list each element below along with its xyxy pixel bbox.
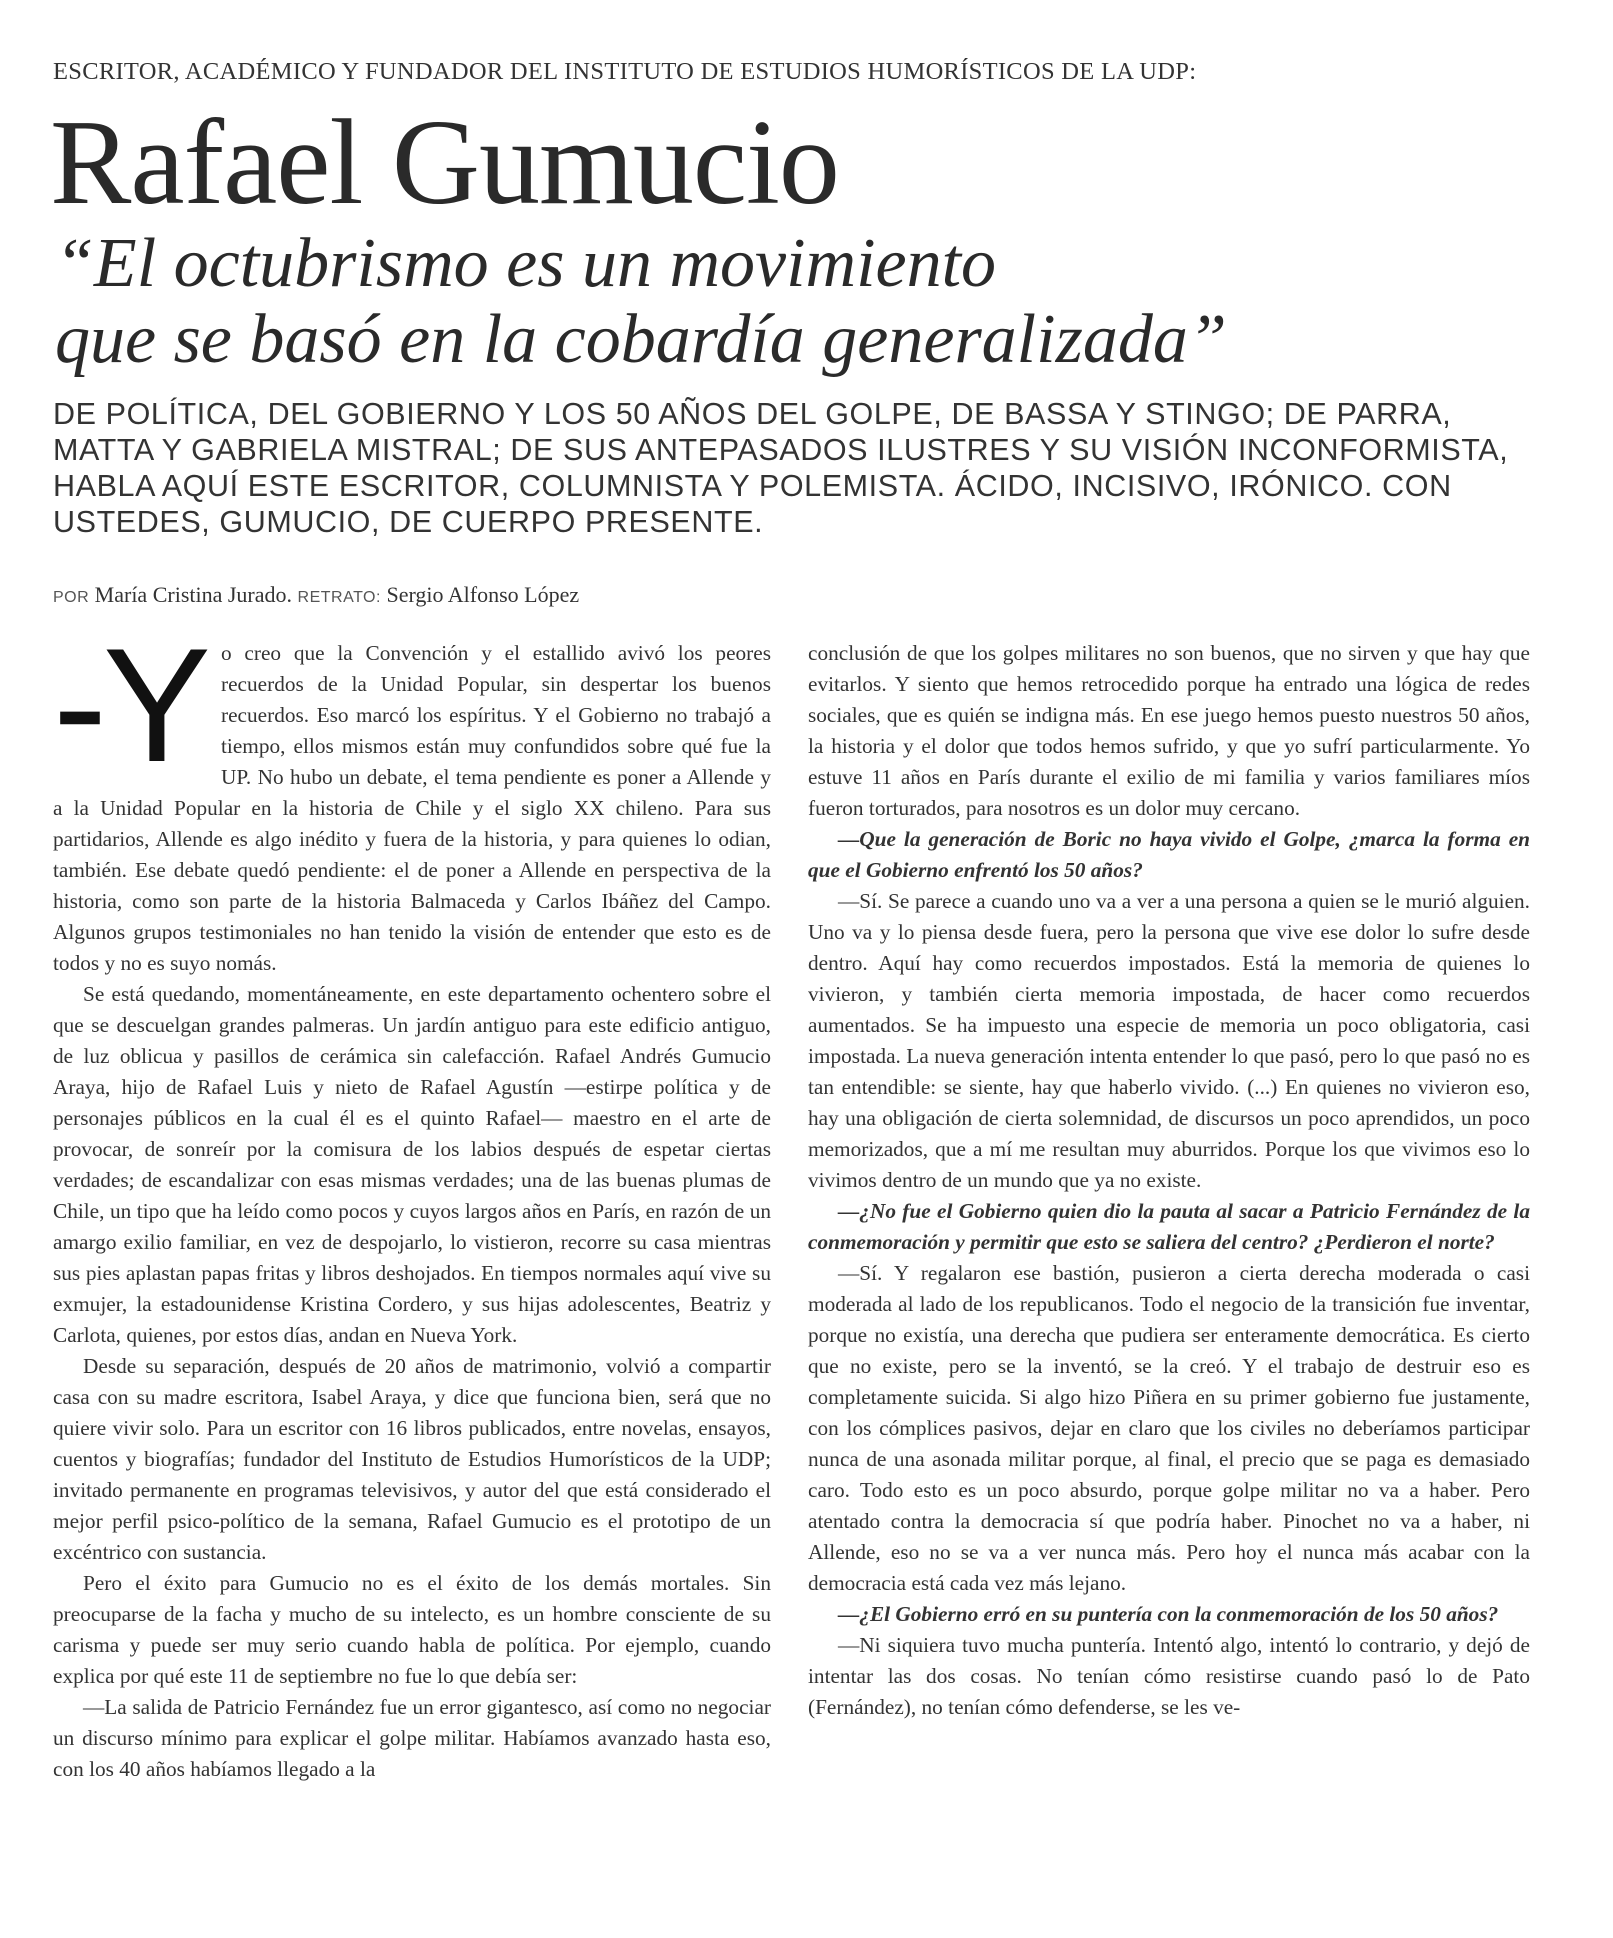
headline-quote [55, 226, 1227, 378]
by-label: POR [53, 589, 90, 606]
paragraph-text: o creo que la Convención y el estallido avivó los peores recuerdos de la Unidad Popular, sin despertar los buenos recuerdos. Eso marcó los espíritus. Y el Gobierno no trabajó a tiempo, ellos mismos están muy confundidos sobre qué fue la UP. No hubo un debate, el tema pendiente es poner a Allende y a la Unidad Popular en la historia de Chile y el siglo XX chileno. Para sus partidarios, Allende es algo inédito y fuera de la historia, y para quienes lo odian, también. Ese debate quedó pendiente: el de poner a Allende en perspectiva de la historia, como son parte de la historia Balmaceda y Carlos Ibáñez del Campo. Algunos grupos testimoniales no han tenido la visión de entender que esto es de todos y no es suyo nomás. [53, 641, 771, 975]
paragraph: Desde su separación, después de 20 años de matrimonio, volvió a compartir casa con su madre escritora, Isabel Araya, y dice que funciona bien, será que no quiere vivir solo. Para un escritor con 16 libros publicados, entre novelas, ensayos, cuentos y biografías; fundador del Instituto de Estudios Humorísticos de la UDP; invitado permanente en programas televisivos, y autor del que está considerado el mejor perfil psico-político de la semana, Rafael Gumucio es el prototipo de un excéntrico con sustancia. [53, 1354, 771, 1564]
paragraph [53, 638, 771, 979]
byline [53, 582, 579, 608]
photo-label: RETRATO: [297, 589, 381, 606]
interview-answer: —Sí. Se parece a cuando uno va a ver a una persona a quien se le murió alguien. Uno va y lo piensa desde fuera, pero la persona que vive ese dolor lo sufre desde dentro. Aquí hay como recuerdos impostados. Está la memoria de quienes lo vivieron, y también cierta memoria impostada, de hacer como recuerdos aumentados. Se ha impuesto una especie de memoria un poco obligatoria, casi impostada. La nueva generación intenta entender lo que pasó, pero lo que pasó no es tan entendible: se siente, hay que haberlo vivido. (...) En quienes no vivieron eso, hay una obligación de cierta solemnidad, de discursos un poco aprendidos, un poco memorizados, que a mí me resultan muy aburridos. Porque los que vivimos eso lo vivimos dentro de un mundo que ya no existe. [808, 889, 1530, 1192]
paragraph: Pero el éxito para Gumucio no es el éxito de los demás mortales. Sin preocuparse de la facha y mucho de su intelecto, es un hombre consciente de su carisma y puede ser muy serio cuando habla de política. Por ejemplo, cuando explica por qué este 11 de septiembre no fue lo que debía ser: [53, 1571, 771, 1688]
kicker: ESCRITOR, ACADÉMICO Y FUNDADOR DEL INSTITUTO DE ESTUDIOS HUMORÍSTICOS DE LA UDP: [53, 58, 1197, 85]
author: María Cristina Jurado. [94, 582, 293, 607]
interview-question: —¿El Gobierno erró en su puntería con la conmemoración de los 50 años? [838, 1602, 1499, 1626]
paragraph: —La salida de Patricio Fernández fue un error gigantesco, así como no negociar un discurso mínimo para explicar el golpe militar. Habíamos avanzado hasta eso, con los 40 años habíamos llegado a la [53, 1695, 771, 1781]
body-column-left [53, 638, 771, 1938]
body-column-right [808, 638, 1530, 1938]
paragraph: Se está quedando, momentáneamente, en este departamento ochentero sobre el que se descuelgan grandes palmeras. Un jardín antiguo para este edificio antiguo, de luz oblicua y pasillos de cerámica sin calefacción. Rafael Andrés Gumucio Araya, hijo de Rafael Luis y nieto de Rafael Agustín —estirpe política y de personajes públicos en la cual él es el quinto Rafael— maestro en el arte de provocar, de sonreír por la comisura de los labios después de espetar ciertas verdades; de escandalizar con esas mismas verdades; una de las buenas plumas de Chile, un tipo que ha leído como pocos y cuyos largos años en París, en razón de un amargo exilio familiar, en vez de despojarlo, lo vistieron, recorre su casa mientras sus pies aplastan papas fritas y libros deshojados. En tiempos normales aquí vive su exmujer, la estadounidense Kristina Cordero, y sus hijas adolescentes, Beatriz y Carlota, quienes, por estos días, andan en Nueva York. [53, 982, 771, 1347]
interview-answer: —Ni siquiera tuvo mucha puntería. Intentó algo, intentó lo contrario, y dejó de intentar las dos cosas. No tenían cómo resistirse cuando pasó lo de Pato (Fernández), no tenían cómo defenderse, se les ve- [808, 1633, 1530, 1719]
interview-question: —Que la generación de Boric no haya vivido el Golpe, ¿marca la forma en que el Gobierno enfrentó los 50 años? [808, 827, 1530, 882]
headline: Rafael Gumucio [50, 95, 839, 230]
quote-line-1: “El octubrismo es un movimiento [55, 225, 997, 302]
interview-question: —¿No fue el Gobierno quien dio la pauta al sacar a Patricio Fernández de la conmemoración y permitir que esto se saliera del centro? ¿Perdieron el norte? [808, 1199, 1530, 1254]
paragraph: conclusión de que los golpes militares no son buenos, que no sirven y que hay que evitarlos. Y siento que hemos retrocedido porque ha entrado una lógica de redes sociales, que es quién se indigna más. En ese juego hemos puesto nuestros 50 años, la historia y el dolor que todos hemos sufrido, y que yo sufrí particularmente. Yo estuve 11 años en París durante el exilio de mi familia y varios familiares míos fueron torturados, para nosotros es un dolor muy cercano. [808, 641, 1530, 820]
deck: DE POLÍTICA, DEL GOBIERNO Y LOS 50 AÑOS DEL GOLPE, DE BASSA Y STINGO; DE PARRA, MATTA Y GABRIELA MISTRAL; DE SUS ANTEPASADOS ILUSTRES Y SU VISIÓN INCONFORMISTA, HABLA AQUÍ ESTE ESCRITOR, COLUMNISTA Y POLEMISTA. ÁCIDO, INCISIVO, IRÓNICO. CON USTEDES, GUMUCIO, DE CUERPO PRESENTE. [53, 397, 1509, 539]
drop-cap: -Y [53, 638, 207, 796]
photographer: Sergio Alfonso López [386, 582, 580, 607]
interview-answer: —Sí. Y regalaron ese bastión, pusieron a cierta derecha moderada o casi moderada al lado de los republicanos. Todo el negocio de la transición fue inventar, porque no existía, una derecha que pudiera ser enteramente democrática. Es cierto que no existe, pero se la inventó, se la creó. Y el trabajo de destruir eso es completamente suicida. Si algo hizo Piñera en su primer gobierno fue justamente, con los cómplices pasivos, dejar en claro que los civiles no deberíamos participar nunca de una asonada militar porque, al final, el precio que se paga es demasiado caro. Todo esto es un poco absurdo, porque golpe militar no va a haber. Pero atentado contra la democracia sí que podría haber. Pinochet no va a haber, ni Allende, eso no se va a ver nunca más. Pero hoy el nunca más acabar con la democracia está cada vez más lejano. [808, 1261, 1530, 1595]
quote-line-2: que se basó en la cobardía generalizada” [55, 301, 1227, 378]
